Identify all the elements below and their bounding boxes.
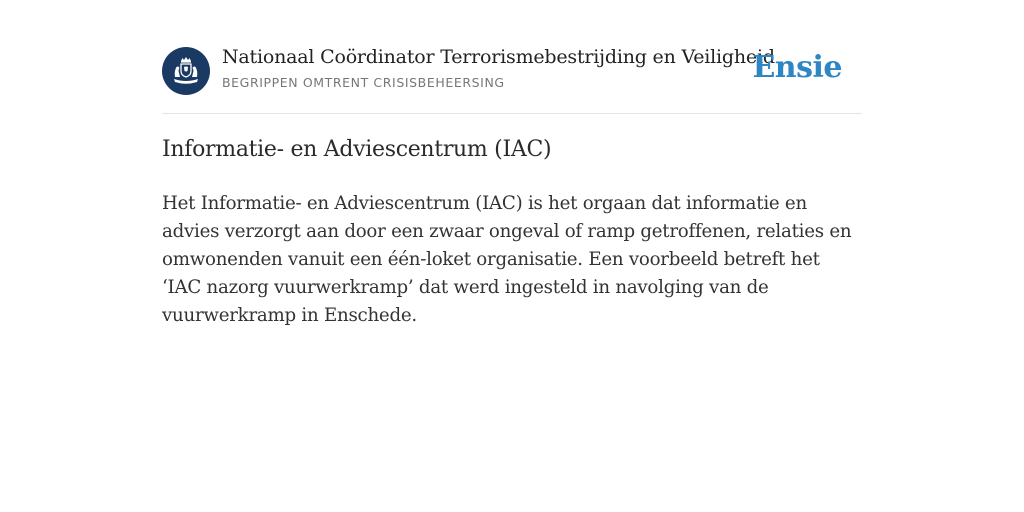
header-divider	[162, 113, 862, 114]
ensie-brand-logo[interactable]: Ensie	[752, 50, 842, 85]
header	[162, 46, 862, 96]
article-body: Het Informatie- en Adviescentrum (IAC) is het orgaan dat informatie en advies verzorgt aan door een zwaar ongeval of ramp getroffenen, relaties en omwonenden vanuit een één-loket organisatie. Een voorbeeld betreft het ‘IAC nazorg vuurwerkramp’ dat werd ingesteld in navolging van de vuurwerkramp in Enschede.	[162, 193, 852, 326]
coat-of-arms-icon[interactable]	[162, 47, 210, 95]
article-title: Informatie- en Adviescentrum (IAC)	[162, 137, 552, 162]
organization-subtitle: BEGRIPPEN OMTRENT CRISISBEHEERSING	[222, 75, 505, 90]
organization-name: Nationaal Coördinator Terrorismebestrijding en Veiligheid	[222, 46, 775, 68]
coat-of-arms-graphic	[169, 54, 203, 88]
